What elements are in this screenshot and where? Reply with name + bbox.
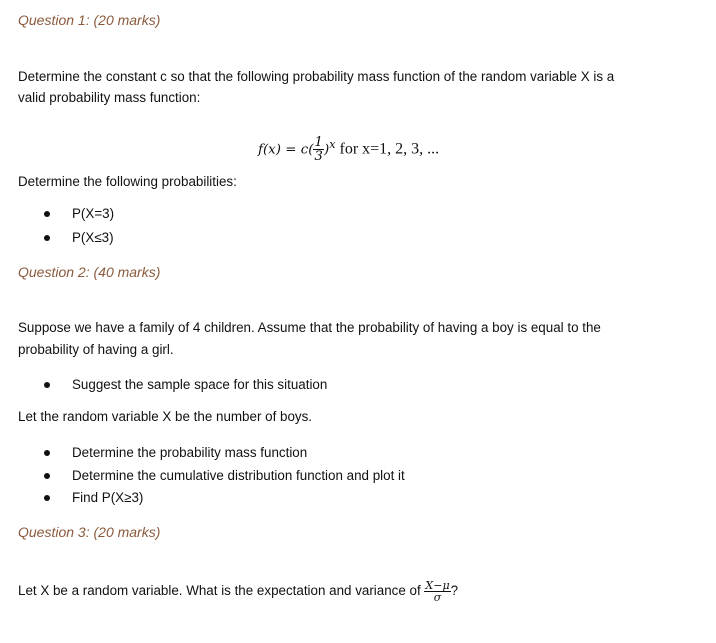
q1-paragraph-line2: valid probability mass function: (18, 90, 201, 105)
q3-text: Let X be a random variable. What is the expectation and variance of (18, 583, 425, 598)
q3-fraction (424, 580, 450, 603)
q1-prob-intro: Determine the following probabilities: (18, 174, 237, 189)
q3-question (18, 576, 458, 606)
formula-tail: for x=1, 2, 3, ... (335, 140, 440, 158)
bullet-icon (44, 211, 50, 217)
q1-bullet: P(X=3) (72, 206, 115, 221)
q3-heading: Question 3: (20 marks) (18, 524, 161, 540)
formula-rhs: ) (323, 142, 330, 158)
pmf-formula (258, 128, 439, 167)
bullet-icon (44, 473, 50, 479)
bullet-icon (44, 450, 50, 456)
formula-exp: x (329, 138, 336, 151)
formula-lhs: f(x) = c( (258, 142, 314, 158)
bullet-icon (44, 235, 50, 241)
q3-end: ? (450, 583, 459, 598)
bullet-icon (44, 382, 50, 388)
formula-fraction (313, 136, 324, 164)
q2-paragraph-line1: Suppose we have a family of 4 children. Assume that the probability of having a boy is equal to the (18, 320, 601, 335)
q1-heading: Question 1: (20 marks) (18, 12, 161, 28)
q2-bullet: Find P(X≥3) (72, 490, 144, 505)
q3-num: X−μ (425, 578, 450, 592)
q2-bullet: Determine the cumulative distribution function and plot it (72, 468, 405, 483)
formula-den: 3 (314, 149, 323, 165)
q3-den: σ (433, 590, 442, 604)
q2-bullet: Determine the probability mass function (72, 445, 308, 460)
q2-bullet: Suggest the sample space for this situation (72, 377, 328, 392)
q1-paragraph-line1: Determine the constant c so that the following probability mass function of the random variable X is a (18, 69, 615, 84)
q2-let-text: Let the random variable X be the number of boys. (18, 409, 313, 424)
q1-bullet: P(X≤3) (72, 230, 114, 245)
formula-num: 1 (314, 135, 323, 151)
q2-heading: Question 2: (40 marks) (18, 264, 161, 280)
q2-paragraph-line2: probability of having a girl. (18, 342, 174, 357)
bullet-icon (44, 495, 50, 501)
